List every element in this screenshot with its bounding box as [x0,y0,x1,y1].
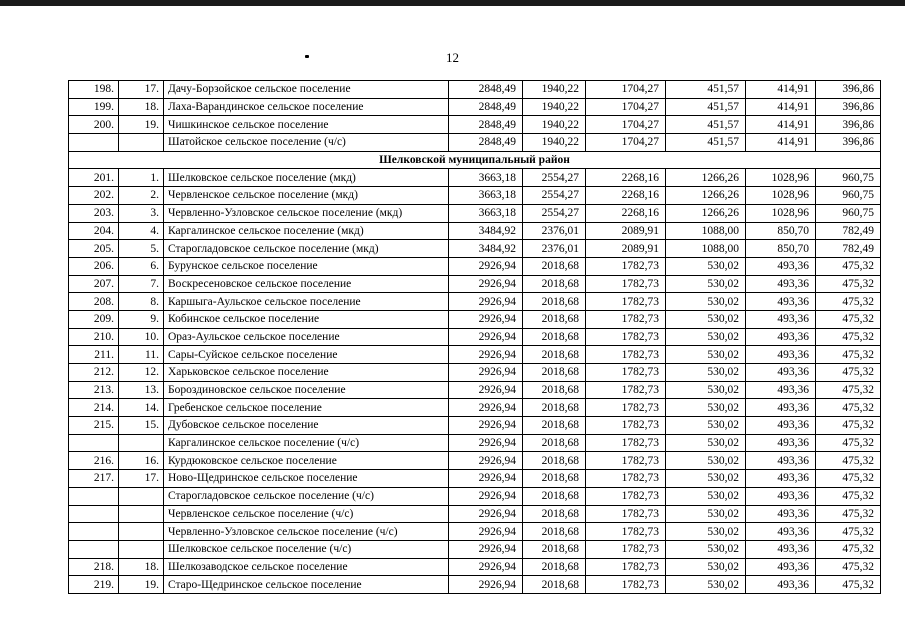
value-cell: 2018,68 [523,399,586,417]
value-cell: 530,02 [666,399,746,417]
row-index [69,134,119,152]
value-cell: 475,32 [816,293,881,311]
table-row [69,523,881,541]
settlement-name: Гребенское сельское поселение [164,399,449,417]
value-cell: 2268,16 [586,169,666,187]
row-index: 217. [69,470,119,488]
row-sub-index: 9. [119,310,164,328]
value-cell: 493,36 [746,523,816,541]
row-index [69,540,119,558]
table-row [69,187,881,205]
table-row [69,222,881,240]
row-index: 214. [69,399,119,417]
value-cell: 2018,68 [523,487,586,505]
settlement-name: Бороздиновское сельское поселение [164,381,449,399]
value-cell: 1782,73 [586,293,666,311]
table-row [69,417,881,435]
row-sub-index: 7. [119,275,164,293]
value-cell: 2018,68 [523,257,586,275]
row-index: 203. [69,204,119,222]
value-cell: 2848,49 [449,134,523,152]
value-cell: 530,02 [666,417,746,435]
row-sub-index: 2. [119,187,164,205]
value-cell: 451,57 [666,98,746,116]
value-cell: 1782,73 [586,346,666,364]
value-cell: 2926,94 [449,576,523,594]
value-cell: 1704,27 [586,98,666,116]
value-cell: 2268,16 [586,204,666,222]
table-row [69,328,881,346]
row-sub-index: 17. [119,470,164,488]
table-row [69,576,881,594]
settlement-name: Червленское сельское поселение (ч/с) [164,505,449,523]
value-cell: 414,91 [746,116,816,134]
value-cell: 493,36 [746,310,816,328]
value-cell: 1782,73 [586,523,666,541]
row-index: 218. [69,558,119,576]
value-cell: 530,02 [666,505,746,523]
value-cell: 2554,27 [523,187,586,205]
value-cell: 530,02 [666,257,746,275]
row-sub-index: 3. [119,204,164,222]
row-index: 199. [69,98,119,116]
section-header-group [69,151,881,169]
value-cell: 493,36 [746,275,816,293]
value-cell: 475,32 [816,364,881,382]
row-sub-index: 6. [119,257,164,275]
value-cell: 475,32 [816,470,881,488]
value-cell: 2018,68 [523,346,586,364]
settlement-name: Бурунское сельское поселение [164,257,449,275]
value-cell: 1266,26 [666,169,746,187]
settlement-name: Дачу-Борзойское сельское поселение [164,81,449,99]
value-cell: 475,32 [816,328,881,346]
value-cell: 493,36 [746,505,816,523]
value-cell: 493,36 [746,364,816,382]
table-row [69,81,881,99]
row-sub-index: 15. [119,417,164,435]
row-sub-index: 14. [119,399,164,417]
row-sub-index: 1. [119,169,164,187]
settlement-name: Дубовское сельское поселение [164,417,449,435]
value-cell: 1704,27 [586,81,666,99]
row-sub-index: 18. [119,558,164,576]
value-cell: 396,86 [816,116,881,134]
value-cell: 3663,18 [449,204,523,222]
table-row [69,558,881,576]
table-row [69,169,881,187]
value-cell: 475,32 [816,434,881,452]
value-cell: 451,57 [666,81,746,99]
value-cell: 960,75 [816,187,881,205]
value-cell: 2018,68 [523,452,586,470]
value-cell: 475,32 [816,505,881,523]
value-cell: 475,32 [816,310,881,328]
value-cell: 1782,73 [586,417,666,435]
value-cell: 1782,73 [586,310,666,328]
row-index [69,505,119,523]
value-cell: 1782,73 [586,434,666,452]
row-index: 202. [69,187,119,205]
settlement-name: Чишкинское сельское поселение [164,116,449,134]
value-cell: 850,70 [746,222,816,240]
value-cell: 451,57 [666,116,746,134]
value-cell: 782,49 [816,240,881,258]
value-cell: 1782,73 [586,540,666,558]
value-cell: 2926,94 [449,275,523,293]
settlement-name: Каргалинское сельское поселение (мкд) [164,222,449,240]
value-cell: 2926,94 [449,399,523,417]
value-cell: 493,36 [746,381,816,399]
value-cell: 2926,94 [449,381,523,399]
value-cell: 1940,22 [523,116,586,134]
value-cell: 3663,18 [449,169,523,187]
row-sub-index: 13. [119,381,164,399]
row-index: 207. [69,275,119,293]
value-cell: 1028,96 [746,187,816,205]
table-row [69,98,881,116]
value-cell: 396,86 [816,134,881,152]
value-cell: 1940,22 [523,81,586,99]
value-cell: 2926,94 [449,505,523,523]
row-index: 212. [69,364,119,382]
value-cell: 414,91 [746,81,816,99]
value-cell: 1782,73 [586,399,666,417]
value-cell: 1266,26 [666,204,746,222]
value-cell: 396,86 [816,81,881,99]
table-row [69,204,881,222]
value-cell: 960,75 [816,169,881,187]
table-row [69,346,881,364]
value-cell: 530,02 [666,558,746,576]
value-cell: 1782,73 [586,558,666,576]
value-cell: 530,02 [666,346,746,364]
table-row [69,364,881,382]
row-index: 219. [69,576,119,594]
value-cell: 2018,68 [523,310,586,328]
settlement-name: Каргалинское сельское поселение (ч/с) [164,434,449,452]
section-title: Шелковской муниципальный район [69,151,881,169]
row-index: 210. [69,328,119,346]
value-cell: 530,02 [666,452,746,470]
value-cell: 1782,73 [586,576,666,594]
row-sub-index: 8. [119,293,164,311]
row-index: 213. [69,381,119,399]
value-cell: 2018,68 [523,417,586,435]
value-cell: 1782,73 [586,470,666,488]
value-cell: 414,91 [746,134,816,152]
value-cell: 475,32 [816,540,881,558]
row-index: 201. [69,169,119,187]
value-cell: 475,32 [816,381,881,399]
value-cell: 2926,94 [449,364,523,382]
value-cell: 530,02 [666,576,746,594]
settlement-name: Червленское сельское поселение (мкд) [164,187,449,205]
value-cell: 1940,22 [523,98,586,116]
value-cell: 782,49 [816,222,881,240]
table-row [69,257,881,275]
row-sub-index: 12. [119,364,164,382]
value-cell: 493,36 [746,487,816,505]
row-index: 209. [69,310,119,328]
value-cell: 475,32 [816,576,881,594]
table-row [69,399,881,417]
value-cell: 475,32 [816,487,881,505]
value-cell: 2926,94 [449,558,523,576]
value-cell: 1782,73 [586,257,666,275]
row-sub-index: 19. [119,116,164,134]
value-cell: 2926,94 [449,346,523,364]
value-cell: 530,02 [666,540,746,558]
page-number: 12 [446,50,459,65]
value-cell: 2926,94 [449,487,523,505]
value-cell: 475,32 [816,558,881,576]
value-cell: 2089,91 [586,240,666,258]
table-row [69,452,881,470]
value-cell: 1782,73 [586,328,666,346]
value-cell: 530,02 [666,364,746,382]
row-sub-index: 18. [119,98,164,116]
value-cell: 493,36 [746,417,816,435]
table-row [69,293,881,311]
row-index: 216. [69,452,119,470]
settlement-name: Шатойское сельское поселение (ч/с) [164,134,449,152]
value-cell: 2926,94 [449,293,523,311]
table-row [69,540,881,558]
table-row [69,134,881,152]
value-cell: 2018,68 [523,470,586,488]
row-index: 205. [69,240,119,258]
rows-before-section [69,81,881,152]
value-cell: 1088,00 [666,222,746,240]
value-cell: 493,36 [746,540,816,558]
settlement-name: Старогладовское сельское поселение (мкд) [164,240,449,258]
settlement-name: Воскресеновское сельское поселение [164,275,449,293]
value-cell: 2268,16 [586,187,666,205]
settlement-name: Сары-Суйское сельское поселение [164,346,449,364]
row-sub-index [119,487,164,505]
value-cell: 2018,68 [523,381,586,399]
value-cell: 475,32 [816,523,881,541]
value-cell: 2376,01 [523,222,586,240]
value-cell: 2926,94 [449,470,523,488]
settlement-name: Ново-Щедринское сельское поселение [164,470,449,488]
value-cell: 850,70 [746,240,816,258]
value-cell: 2926,94 [449,523,523,541]
value-cell: 2926,94 [449,328,523,346]
value-cell: 2926,94 [449,452,523,470]
value-cell: 493,36 [746,399,816,417]
settlement-name: Шелкозаводское сельское поселение [164,558,449,576]
settlement-name: Кобинское сельское поселение [164,310,449,328]
value-cell: 1782,73 [586,381,666,399]
value-cell: 3484,92 [449,240,523,258]
value-cell: 451,57 [666,134,746,152]
value-cell: 1782,73 [586,452,666,470]
row-index: 211. [69,346,119,364]
value-cell: 414,91 [746,98,816,116]
value-cell: 2018,68 [523,328,586,346]
value-cell: 1782,73 [586,275,666,293]
value-cell: 475,32 [816,275,881,293]
settlement-name: Лаха-Варандинское сельское поселение [164,98,449,116]
table-row [69,381,881,399]
table-row [69,275,881,293]
settlement-name: Червленно-Узловское сельское поселение (мкд) [164,204,449,222]
value-cell: 530,02 [666,293,746,311]
settlement-name: Харьковское сельское поселение [164,364,449,382]
value-cell: 2848,49 [449,98,523,116]
settlement-name: Курдюковское сельское поселение [164,452,449,470]
value-cell: 530,02 [666,523,746,541]
table-row [69,470,881,488]
value-cell: 2018,68 [523,293,586,311]
value-cell: 2018,68 [523,576,586,594]
value-cell: 475,32 [816,257,881,275]
row-sub-index: 10. [119,328,164,346]
row-sub-index [119,134,164,152]
value-cell: 530,02 [666,275,746,293]
section-row [69,151,881,169]
value-cell: 475,32 [816,399,881,417]
value-cell: 2554,27 [523,169,586,187]
settlement-name: Шелковское сельское поселение (ч/с) [164,540,449,558]
value-cell: 493,36 [746,434,816,452]
rows-after-section [69,169,881,594]
row-index: 215. [69,417,119,435]
value-cell: 2018,68 [523,523,586,541]
row-sub-index [119,505,164,523]
settlement-name: Червленно-Узловское сельское поселение (ч/с) [164,523,449,541]
table-row [69,116,881,134]
value-cell: 493,36 [746,576,816,594]
value-cell: 530,02 [666,310,746,328]
row-sub-index [119,540,164,558]
value-cell: 1028,96 [746,204,816,222]
value-cell: 2018,68 [523,275,586,293]
value-cell: 1782,73 [586,487,666,505]
value-cell: 530,02 [666,470,746,488]
value-cell: 2926,94 [449,540,523,558]
value-cell: 396,86 [816,98,881,116]
value-cell: 2848,49 [449,116,523,134]
value-cell: 493,36 [746,452,816,470]
value-cell: 1782,73 [586,364,666,382]
value-cell: 1028,96 [746,169,816,187]
value-cell: 1940,22 [523,134,586,152]
value-cell: 530,02 [666,434,746,452]
row-sub-index: 11. [119,346,164,364]
value-cell: 493,36 [746,257,816,275]
value-cell: 493,36 [746,470,816,488]
table-row [69,310,881,328]
row-sub-index: 17. [119,81,164,99]
row-sub-index [119,434,164,452]
table-row [69,505,881,523]
row-index: 204. [69,222,119,240]
tariff-table [68,80,881,594]
settlement-name: Старо-Щедринское сельское поселение [164,576,449,594]
value-cell: 1704,27 [586,134,666,152]
value-cell: 2018,68 [523,558,586,576]
value-cell: 493,36 [746,328,816,346]
row-index: 198. [69,81,119,99]
row-sub-index: 16. [119,452,164,470]
row-index: 208. [69,293,119,311]
value-cell: 3663,18 [449,187,523,205]
settlement-name: Шелковское сельское поселение (мкд) [164,169,449,187]
table-row [69,434,881,452]
value-cell: 475,32 [816,452,881,470]
row-index: 200. [69,116,119,134]
value-cell: 493,36 [746,558,816,576]
value-cell: 2018,68 [523,364,586,382]
row-index [69,434,119,452]
scan-edge-bar [0,0,905,6]
settlement-name: Каршыга-Аульское сельское поселение [164,293,449,311]
value-cell: 1704,27 [586,116,666,134]
value-cell: 2926,94 [449,310,523,328]
value-cell: 1782,73 [586,505,666,523]
value-cell: 1266,26 [666,187,746,205]
value-cell: 530,02 [666,487,746,505]
value-cell: 2926,94 [449,417,523,435]
value-cell: 2089,91 [586,222,666,240]
value-cell: 475,32 [816,346,881,364]
settlement-name: Ораз-Аульское сельское поселение [164,328,449,346]
value-cell: 2018,68 [523,434,586,452]
value-cell: 2018,68 [523,505,586,523]
settlement-name: Старогладовское сельское поселение (ч/с) [164,487,449,505]
value-cell: 3484,92 [449,222,523,240]
value-cell: 2554,27 [523,204,586,222]
value-cell: 493,36 [746,346,816,364]
row-index [69,523,119,541]
value-cell: 1088,00 [666,240,746,258]
table-row [69,240,881,258]
value-cell: 2926,94 [449,434,523,452]
value-cell: 475,32 [816,417,881,435]
row-sub-index: 5. [119,240,164,258]
value-cell: 2926,94 [449,257,523,275]
value-cell: 960,75 [816,204,881,222]
value-cell: 2848,49 [449,81,523,99]
row-sub-index: 4. [119,222,164,240]
value-cell: 2376,01 [523,240,586,258]
table-row [69,487,881,505]
value-cell: 493,36 [746,293,816,311]
value-cell: 2018,68 [523,540,586,558]
value-cell: 530,02 [666,381,746,399]
row-sub-index: 19. [119,576,164,594]
row-sub-index [119,523,164,541]
row-index: 206. [69,257,119,275]
row-index [69,487,119,505]
value-cell: 530,02 [666,328,746,346]
